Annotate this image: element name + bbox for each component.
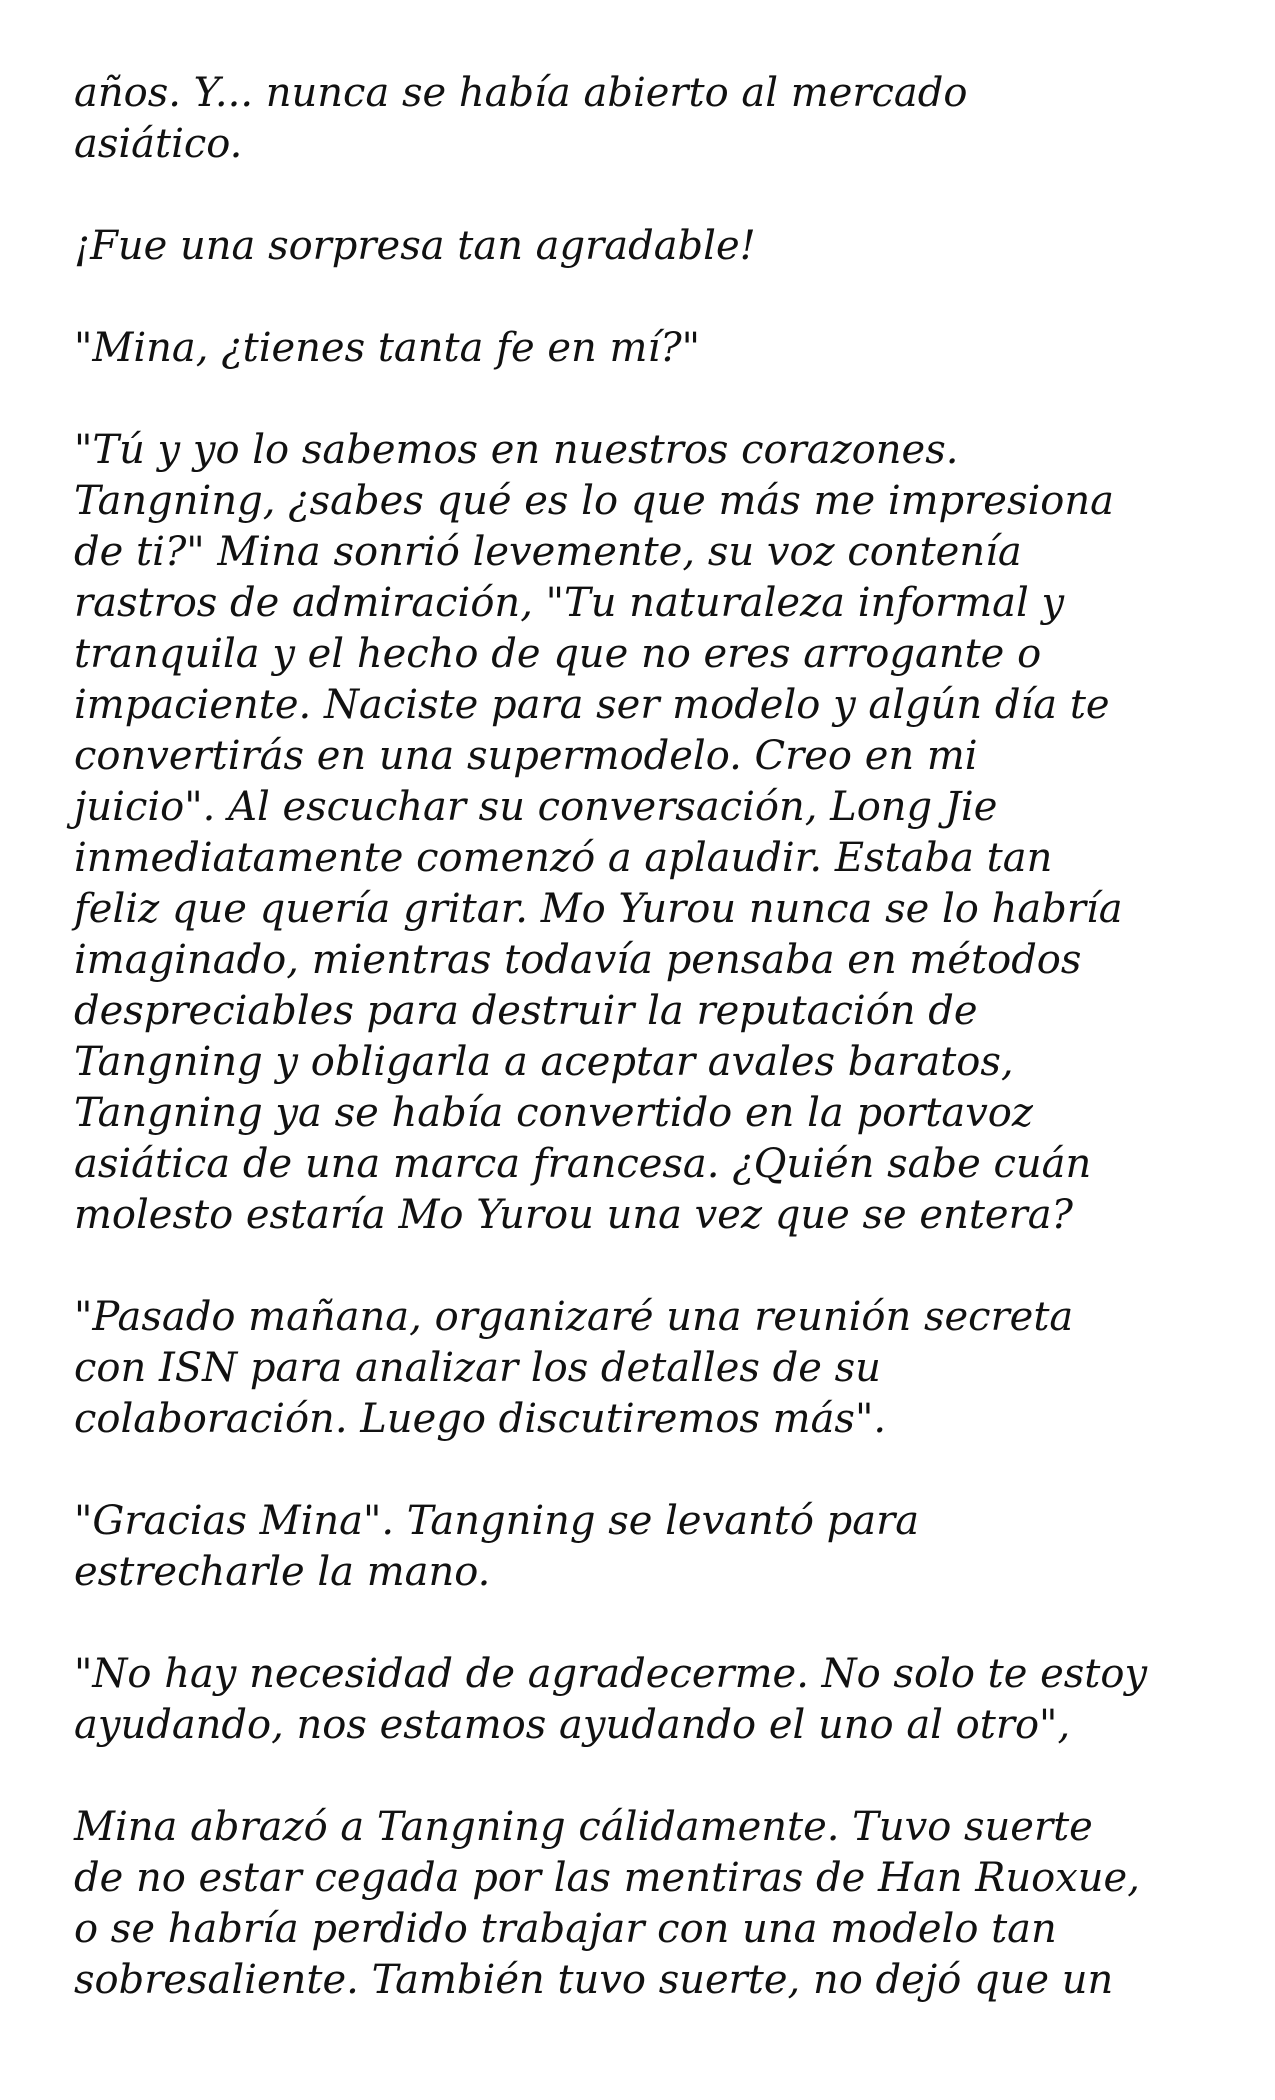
text-line: con ISN para analizar los detalles de su (74, 1345, 881, 1391)
text-line: de ti?" Mina sonrió levemente, su voz contenía (74, 529, 1022, 575)
text-line: sobresaliente. También tuvo suerte, no dejó que un (74, 1957, 1114, 2003)
text-line: años. Y... nunca se había abierto al mercado (74, 70, 968, 116)
text-line: de no estar cegada por las mentiras de Han Ruoxue, (74, 1855, 1140, 1901)
text-line: ayudando, nos estamos ayudando el uno al otro", (74, 1702, 1071, 1748)
paragraph (74, 323, 1214, 374)
text-line: "No hay necesidad de agradecerme. No solo te estoy (74, 1651, 1148, 1697)
paragraph (74, 221, 1214, 272)
document-page (74, 68, 1214, 2057)
paragraph (74, 425, 1214, 1241)
text-line: o se habría perdido trabajar con una modelo tan (74, 1906, 1057, 1952)
text-line: tranquila y el hecho de que no eres arrogante o (74, 631, 1042, 677)
text-line: inmediatamente comenzó a aplaudir. Estaba tan (74, 835, 1053, 881)
text-line: estrecharle la mano. (74, 1549, 491, 1595)
text-line: colaboración. Luego discutiremos más". (74, 1396, 887, 1442)
text-line: molesto estaría Mo Yurou una vez que se entera? (74, 1192, 1074, 1238)
text-line: ¡Fue una sorpresa tan agradable! (74, 223, 756, 269)
text-line: "Tú y yo lo sabemos en nuestros corazones. (74, 427, 959, 473)
text-line: "Mina, ¿tienes tanta fe en mí?" (74, 325, 701, 371)
text-line: asiático. (74, 121, 243, 167)
text-line: juicio". Al escuchar su conversación, Long Jie (74, 784, 998, 830)
text-line: despreciables para destruir la reputación de (74, 988, 978, 1034)
text-line: Tangning ya se había convertido en la portavoz (74, 1090, 1033, 1136)
text-line: convertirás en una supermodelo. Creo en mi (74, 733, 978, 779)
text-line: "Pasado mañana, organizaré una reunión secreta (74, 1294, 1074, 1340)
text-line: feliz que quería gritar. Mo Yurou nunca se lo habría (74, 886, 1123, 932)
paragraph (74, 1649, 1214, 1751)
paragraph (74, 1496, 1214, 1598)
text-line: Tangning, ¿sabes qué es lo que más me impresiona (74, 478, 1114, 524)
paragraph (74, 1292, 1214, 1445)
paragraph (74, 68, 1214, 170)
paragraph (74, 1802, 1214, 2006)
text-line: Mina abrazó a Tangning cálidamente. Tuvo suerte (74, 1804, 1093, 1850)
text-line: Tangning y obligarla a aceptar avales baratos, (74, 1039, 1014, 1085)
text-line: rastros de admiración, "Tu naturaleza informal y (74, 580, 1065, 626)
text-line: imaginado, mientras todavía pensaba en métodos (74, 937, 1082, 983)
text-line: asiática de una marca francesa. ¿Quién sabe cuán (74, 1141, 1092, 1187)
text-line: "Gracias Mina". Tangning se levantó para (74, 1498, 920, 1544)
text-line: impaciente. Naciste para ser modelo y algún día te (74, 682, 1110, 728)
